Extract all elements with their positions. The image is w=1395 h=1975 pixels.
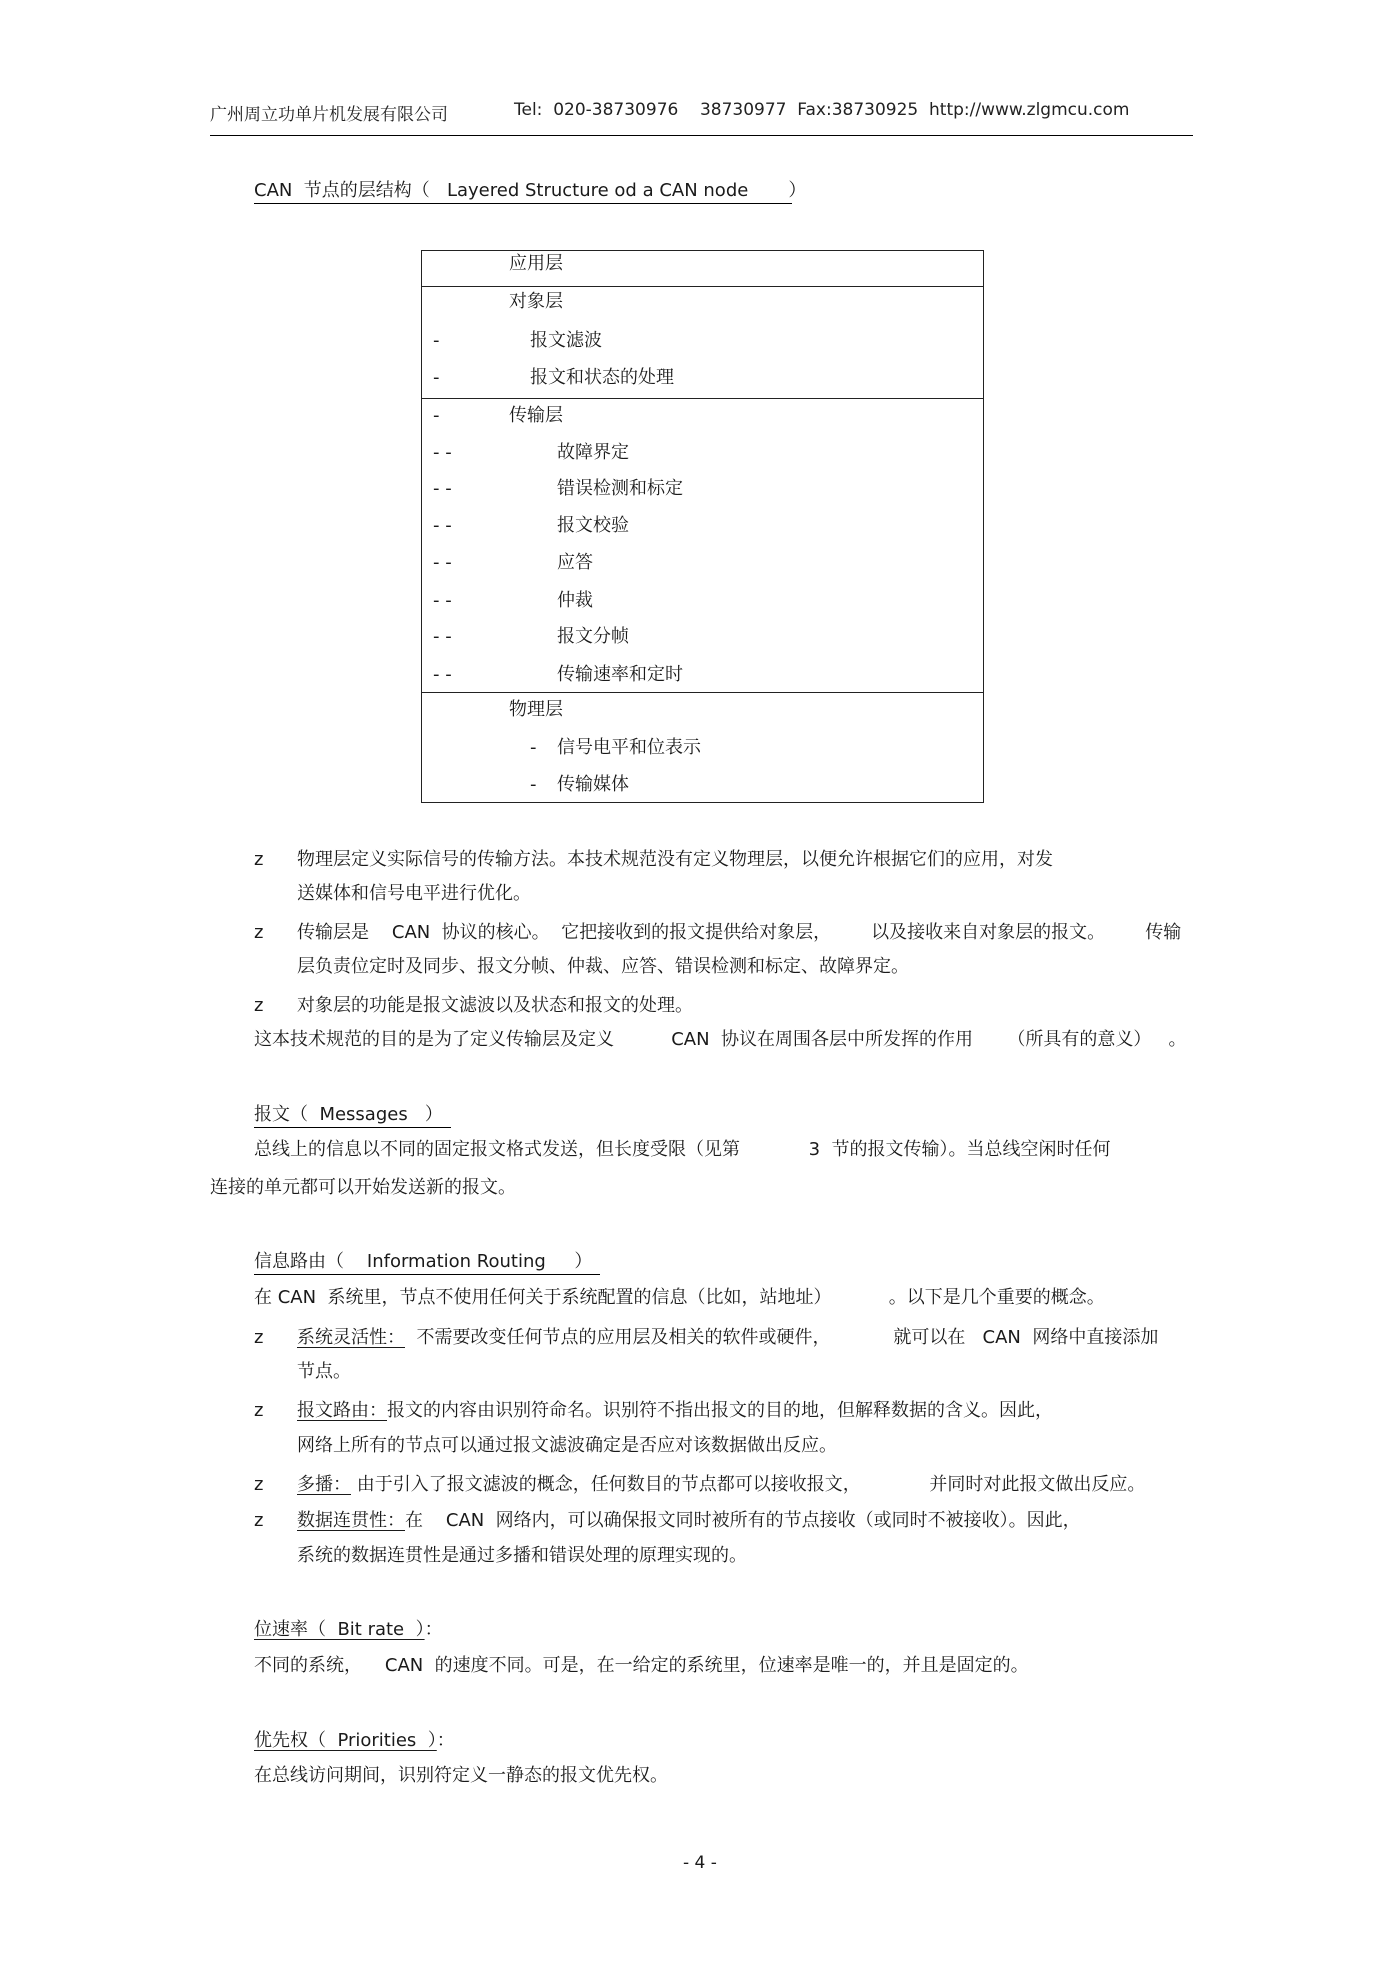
bitrate-text: 不同的系统， CAN 的速度不同。可是，在一给定的系统里，位速率是唯一的，并且是固定的。	[254, 1655, 1029, 1676]
physical-item-dash: -	[530, 737, 537, 758]
object-item-dash: -	[433, 330, 440, 351]
messages-underline	[254, 1127, 451, 1128]
transfer-item-dash: - -	[433, 590, 452, 611]
priorities-heading: 优先权（ Priorities ）	[254, 1730, 437, 1751]
priorities-colon: ：	[436, 1730, 455, 1751]
bitrate-heading: 位速率（ Bit rate ）	[254, 1619, 425, 1640]
transfer-item-dash: - -	[433, 478, 452, 499]
bullet-marker: z	[254, 995, 264, 1016]
structure-caption: CAN 节点的层结构（ Layered Structure od a CAN node ）	[254, 180, 807, 201]
physical-item-dash: -	[530, 774, 537, 795]
note-line: 送媒体和信号电平进行优化。	[297, 883, 531, 904]
transfer-item-label: 仲裁	[557, 590, 593, 611]
note-line: 传输层是 CAN 协议的核心。 它把接收到的报文提供给对象层， 以及接收来自对象层的报文。 传输	[297, 922, 1182, 943]
transfer-item-label: 错误检测和标定	[557, 478, 683, 499]
application-layer-title: 应用层	[509, 253, 563, 274]
transfer-item-label: 传输速率和定时	[557, 664, 683, 685]
header-divider	[210, 135, 1193, 136]
note-line: 对象层的功能是报文滤波以及状态和报文的处理。	[297, 995, 693, 1016]
physical-item-label: 信号电平和位表示	[557, 737, 701, 758]
transfer-item-dash: - -	[433, 552, 452, 573]
bullet-marker: z	[254, 1474, 264, 1495]
object-item-label: 报文和状态的处理	[530, 367, 674, 388]
bitrate-colon: ：	[424, 1619, 443, 1640]
routing-term: 报文路由：	[297, 1400, 387, 1421]
transfer-item-label: 报文校验	[557, 515, 629, 536]
bullet-marker: z	[254, 922, 264, 943]
routing-text: 系统的数据连贯性是通过多播和错误处理的原理实现的。	[297, 1545, 747, 1566]
routing-item-line-1	[297, 1400, 1053, 1422]
routing-item-line-1	[297, 1327, 1158, 1349]
bullet-marker: z	[254, 1327, 264, 1348]
bullet-marker: z	[254, 849, 264, 870]
note-line: 层负责位定时及同步、报文分帧、仲裁、应答、错误检测和标定、故障界定。	[297, 956, 909, 977]
page-number: - 4 -	[683, 1853, 717, 1873]
transfer-layer-dash: -	[433, 405, 440, 426]
bitrate-heading-line	[254, 1619, 443, 1641]
bullet-marker: z	[254, 1510, 264, 1531]
routing-term: 数据连贯性：	[297, 1510, 405, 1531]
routing-text: 由于引入了报文滤波的概念，任何数目的节点都可以接收报文， 并同时对此报文做出反应。	[351, 1474, 1146, 1495]
layer-divider	[421, 692, 984, 693]
transfer-item-label: 应答	[557, 552, 593, 573]
header-company: 广州周立功单片机发展有限公司	[210, 105, 448, 125]
transfer-item-dash: - -	[433, 515, 452, 536]
routing-underline	[254, 1274, 600, 1275]
routing-item-line-1	[297, 1510, 1081, 1532]
routing-text: 报文的内容由识别符命名。识别符不指出报文的目的地，但解释数据的含义。因此，	[387, 1400, 1053, 1421]
messages-line: 总线上的信息以不同的固定报文格式发送，但长度受限（见第 3 节的报文传输）。当总线空闲时任何	[254, 1139, 1111, 1160]
routing-heading: 信息路由（ Information Routing ）	[254, 1251, 593, 1272]
layer-divider	[421, 286, 984, 287]
routing-text: 不需要改变任何节点的应用层及相关的软件或硬件， 就可以在 CAN 网络中直接添加	[405, 1327, 1159, 1348]
transfer-item-dash: - -	[433, 442, 452, 463]
routing-item-line-1	[297, 1474, 1145, 1496]
bullet-marker: z	[254, 1400, 264, 1421]
physical-item-label: 传输媒体	[557, 774, 629, 795]
messages-line: 连接的单元都可以开始发送新的报文。	[210, 1177, 516, 1198]
routing-term: 系统灵活性：	[297, 1327, 405, 1348]
caption-underline	[254, 203, 792, 204]
routing-text: 网络上所有的节点可以通过报文滤波确定是否应对该数据做出反应。	[297, 1435, 837, 1456]
transfer-item-label: 报文分帧	[557, 626, 629, 647]
transfer-item-dash: - -	[433, 664, 452, 685]
routing-intro: 在 CAN 系统里，节点不使用任何关于系统配置的信息（比如，站地址） 。以下是几个重要的概念。	[254, 1287, 1105, 1308]
object-item-label: 报文滤波	[530, 330, 602, 351]
note-line: 物理层定义实际信号的传输方法。本技术规范没有定义物理层，以便允许根据它们的应用，对发	[297, 849, 1053, 870]
priorities-heading-line	[254, 1730, 455, 1752]
routing-term: 多播：	[297, 1474, 351, 1495]
priorities-text: 在总线访问期间，识别符定义一静态的报文优先权。	[254, 1765, 668, 1786]
messages-heading: 报文（ Messages ）	[254, 1104, 443, 1125]
layer-divider	[421, 398, 984, 399]
purpose-text: 这本技术规范的目的是为了定义传输层及定义 CAN 协议在周围各层中所发挥的作用 （所具有的意义） 。	[254, 1029, 1187, 1050]
transfer-item-label: 故障界定	[557, 442, 629, 463]
transfer-item-dash: - -	[433, 626, 452, 647]
transfer-layer-title: 传输层	[509, 405, 563, 426]
object-layer-title: 对象层	[509, 291, 563, 312]
layer-table	[421, 250, 984, 803]
physical-layer-title: 物理层	[509, 699, 563, 720]
routing-text: 在 CAN 网络内，可以确保报文同时被所有的节点接收（或同时不被接收）。因此，	[405, 1510, 1081, 1531]
object-item-dash: -	[433, 367, 440, 388]
routing-text: 节点。	[297, 1361, 351, 1382]
header-contact: Tel: 020-38730976 38730977 Fax:38730925 http://www.zlgmcu.com	[514, 100, 1130, 120]
